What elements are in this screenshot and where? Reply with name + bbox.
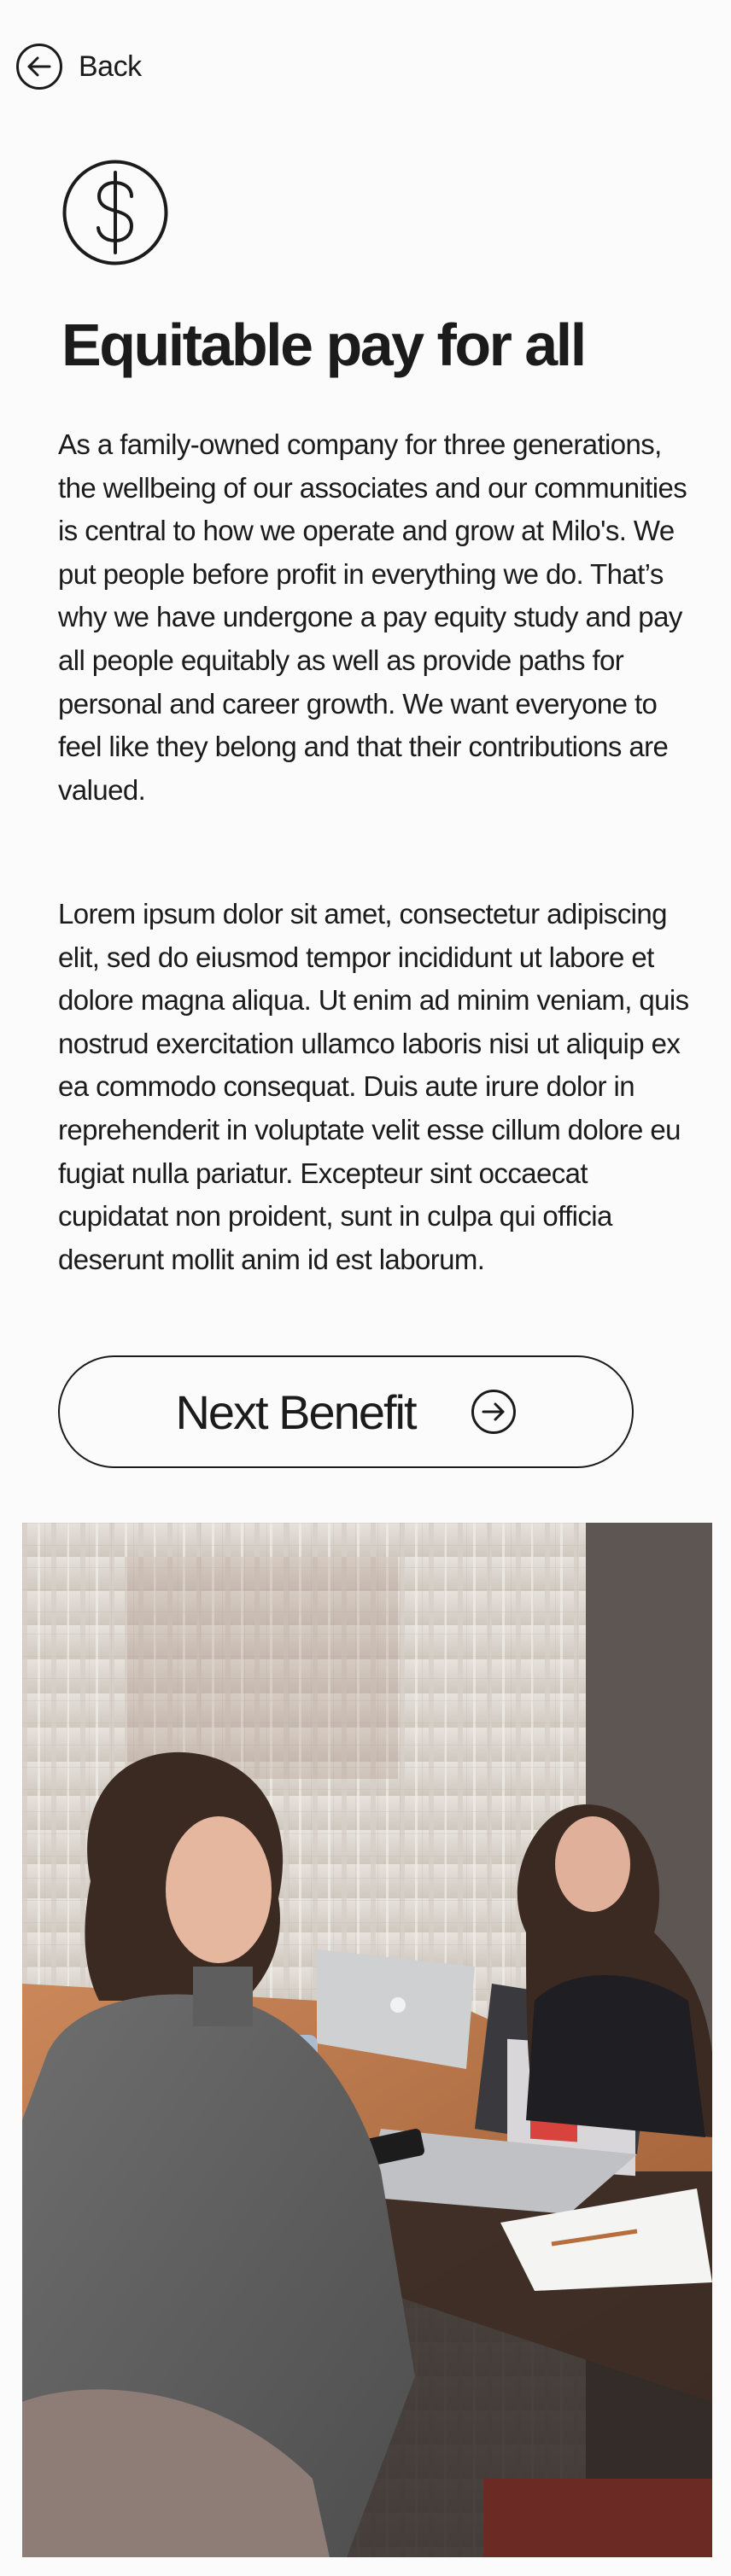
next-benefit-label: Next Benefit (175, 1384, 416, 1439)
dollar-icon (61, 159, 169, 266)
intro-paragraph: As a family-owned company for three generations, the wellbeing of our associates and our communities is central to how we operate and grow at Milo's. We put people before profit in everything we do. That’s why we have undergone a pay equity study and pay all people equitably as well as provide paths for personal and career growth. We want everyone to feel like they belong and that their contributions are valued. (58, 428, 687, 806)
detail-paragraph: Lorem ipsum dolor sit amet, consectetur adipiscing elit, sed do eiusmod tempor incididunt ut labore et dolore magna aliqua. Ut enim ad minim veniam, quis nostrud exercitation ullamco laboris nisi ut aliquip ex ea commodo consequat. Duis aute irure dolor in reprehenderit in voluptate velit esse cillum dolore eu fugiat nulla pariatur. Excepteur sint occaecat cupidatat non proident, sunt in culpa qui officia deserunt mollit anim id est laborum. (58, 898, 689, 1275)
team-photo (22, 1523, 712, 2557)
arrow-left-circle-icon (15, 43, 63, 90)
next-benefit-button[interactable] (58, 1355, 634, 1468)
page-title: Equitable pay for all (61, 312, 585, 378)
back-label: Back (79, 50, 142, 83)
arrow-right-circle-icon (471, 1389, 517, 1435)
back-link[interactable] (15, 43, 142, 90)
